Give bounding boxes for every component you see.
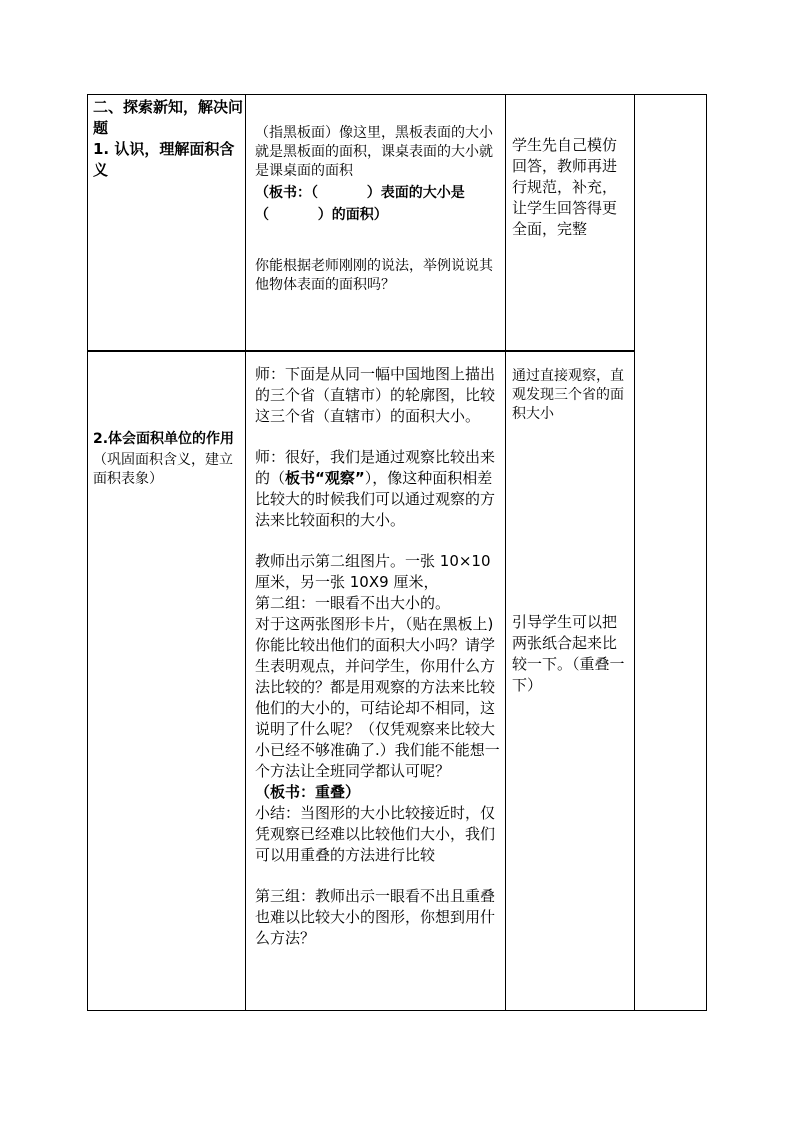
table-right-border (706, 94, 707, 1011)
board-note: （ ）的面积） (255, 207, 388, 223)
row2-student-cell-2 (512, 612, 630, 696)
teaching-text: 教师出示第二组图片。一张 10×10 厘米，另一张 10X9 厘米， (255, 552, 496, 591)
table-top-border (87, 94, 707, 95)
section-heading: 二、探索新知，解决问题 (93, 98, 244, 137)
row2-student-cell-1 (512, 367, 630, 424)
teaching-text (255, 447, 501, 531)
teaching-question: 你能根据老师刚刚的说法，举例说说其他物体表面的面积吗？ (255, 258, 493, 293)
row-divider (87, 350, 634, 352)
section-subheading: 2.体会面积单位的作用 (93, 431, 235, 447)
row2-teaching-cell (255, 364, 501, 949)
section-subheading: 1. 认识，理解面积含义 (93, 140, 235, 179)
table-bottom-border (87, 1010, 707, 1011)
row1-student-cell (512, 135, 630, 240)
teaching-text: 小结：当图形的大小比较接近时，仅凭观察已经难以比较他们大小，我们可以用重叠的方法进行比较 (255, 804, 496, 864)
teaching-text-part: 师：很好，我们是通过观察比较出来的（ (255, 448, 496, 487)
row2-section-cell (93, 430, 243, 489)
teaching-text: 第二组：一眼看不出大小的。 (255, 594, 451, 612)
student-activity-text: 学生先自己模仿回答，教师再进行规范，补充，让学生回答得更全面，完整 (512, 136, 618, 238)
board-note: （板书：重叠） (255, 783, 361, 801)
row1-section-cell (93, 97, 243, 181)
teaching-text: （指黑板面）像这里，黑板表面的大小就是黑板面的面积，课桌表面的大小就是课桌面的面积 (255, 125, 493, 179)
column-divider-1 (245, 94, 246, 1011)
column-divider-3 (634, 94, 635, 1011)
board-note: （板书：（ ）表面的大小是 (255, 185, 465, 201)
row1-teaching-cell (255, 124, 501, 295)
teaching-text: 师：下面是从同一幅中国地图上描出的三个省（直辖市）的轮廓图，比较这三个省（直辖市）的面积大小。 (255, 365, 496, 425)
teaching-question: 第三组：教师出示一眼看不出且重叠也难以比较大小的图形，你想到用什么方法？ (255, 887, 496, 947)
teaching-text-part: ），像这种面积相差比较大的时候我们可以通过观察的方法来比较面积的大小。 (255, 469, 496, 529)
student-activity-text: 引导学生可以把两张纸合起来比较一下。（重叠一下） (512, 613, 625, 694)
column-divider-2 (505, 94, 506, 1011)
section-note: （巩固面积含义，建立面积表象） (93, 452, 233, 487)
table-left-border (87, 94, 88, 1011)
board-note: 板书“观察” (285, 469, 365, 487)
teaching-text: 对于这两张图形卡片，（贴在黑板上)你能比较出他们的面积大小吗？请学生表明观点，并问学生，你用什么方法比较的？都是用观察的方法来比较他们的大小的，可结论却不相同，这说明了什么呢？（仅凭观察来比较大小已经不够准确了.）我们能不能想一个方法让全班同学都认可呢？ (255, 615, 500, 780)
student-activity-text: 通过直接观察，直观发现三个省的面积大小 (512, 368, 624, 422)
